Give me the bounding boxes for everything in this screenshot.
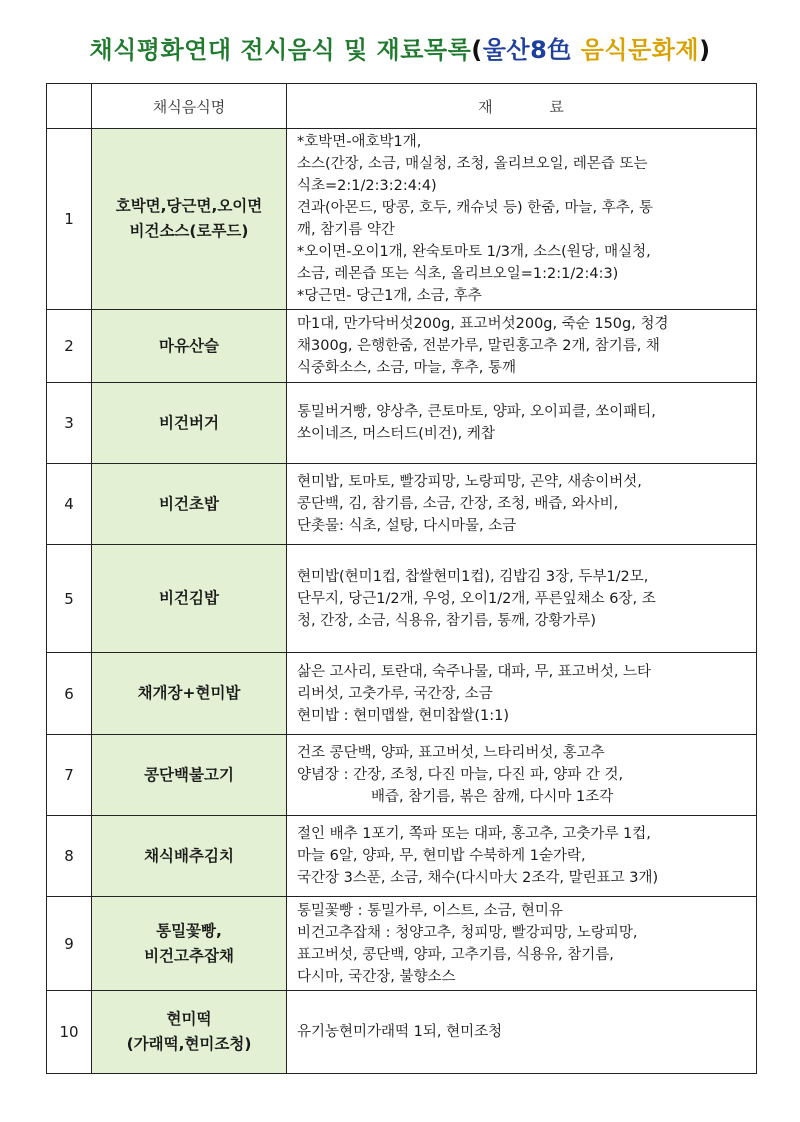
row-number: 8: [47, 816, 92, 897]
dish-name: [92, 464, 287, 545]
material-line: 국간장 3스푼, 소금, 채수(다시마大 2조각, 말린표고 3개): [297, 870, 659, 886]
row-number: 3: [47, 383, 92, 464]
material-line: 채300g, 은행한줌, 전분가루, 말린홍고추 2개, 참기름, 채: [297, 338, 660, 354]
materials-cell: [287, 383, 757, 464]
material-line: 배즙, 참기름, 볶은 참깨, 다시마 1조각: [371, 789, 614, 805]
dish-name-line: 비건소스(로푸드): [129, 222, 249, 240]
table-row: [47, 464, 757, 545]
material-line: 견과(아몬드, 땅콩, 호두, 캐슈넛 등) 한줌, 마늘, 후추, 통: [297, 200, 653, 216]
materials-cell: [287, 129, 757, 310]
row-number: 7: [47, 735, 92, 816]
material-line: 식초=2:1/2:3:2:4:4): [297, 178, 437, 194]
dish-name-line: 비건김밥: [159, 589, 219, 608]
dish-name-line: 콩단백불고기: [144, 765, 234, 784]
material-line: 다시마, 국간장, 불향소스: [297, 968, 456, 985]
material-line: 양념장 : 간장, 조청, 다진 마늘, 다진 파, 양파 간 것,: [297, 767, 624, 783]
material-line: 유기농현미가래떡 1되, 현미조청: [297, 1024, 503, 1040]
material-line: 현미밥 : 현미맵쌀, 현미찹쌀(1:1): [297, 707, 510, 724]
material-line: 마늘 6알, 양파, 무, 현미밥 수북하게 1숟가락,: [297, 848, 586, 864]
title-ulsan: 울산8色: [482, 36, 572, 64]
page-title: [0, 30, 800, 65]
menu-table: [46, 83, 757, 1074]
row-number: 2: [47, 310, 92, 383]
dish-name-line: 비건초밥: [159, 494, 219, 513]
header-number: [47, 84, 92, 129]
material-line: 마1대, 만가닥버섯200g, 표고버섯200g, 죽순 150g, 청경: [297, 316, 669, 332]
materials-cell: [287, 735, 757, 816]
row-number: 1: [47, 129, 92, 310]
table-row: [47, 129, 757, 310]
material-line: 현미밥(현미1컵, 찹쌀현미1컵), 김밥김 3장, 두부1/2모,: [297, 568, 649, 585]
dish-name-line: 호박면,당근면,오이면: [115, 197, 263, 216]
table-row: [47, 545, 757, 653]
dish-name-line: 비건버거: [159, 413, 219, 432]
row-number: 4: [47, 464, 92, 545]
title-open-paren: (: [471, 36, 483, 64]
material-line: 비건고추잡채 : 청양고추, 청피망, 빨강피망, 노랑피망,: [297, 924, 638, 941]
materials-cell: [287, 816, 757, 897]
material-line: 삶은 고사리, 토란대, 숙주나물, 대파, 무, 표고버섯, 느타: [297, 663, 652, 680]
materials-cell: [287, 545, 757, 653]
table-row: [47, 816, 757, 897]
material-line: 소스(간장, 소금, 매실청, 조청, 올리브오일, 레몬즙 또는: [297, 156, 648, 172]
materials-cell: [287, 991, 757, 1074]
dish-name: [92, 653, 287, 735]
table-row: [47, 897, 757, 991]
table-row: [47, 735, 757, 816]
dish-name-line: 비건고추잡채: [144, 946, 234, 965]
material-line: 리버섯, 고춧가루, 국간장, 소금: [297, 685, 493, 702]
dish-name: [92, 991, 287, 1074]
dish-name: [92, 129, 287, 310]
dish-name: [92, 545, 287, 653]
materials-cell: [287, 897, 757, 991]
row-number: 10: [47, 991, 92, 1074]
table-header-row: [47, 84, 757, 129]
dish-name: [92, 816, 287, 897]
material-line: 통밀꽃빵 : 통밀가루, 이스트, 소금, 현미유: [297, 902, 563, 919]
material-line: 쏘이네즈, 머스터드(비건), 케찹: [297, 426, 495, 442]
dish-name-line: (가래떡,현미조청): [126, 1035, 252, 1053]
table-row: [47, 653, 757, 735]
material-line: 현미밥, 토마토, 빨강피망, 노랑피망, 곤약, 새송이버섯,: [297, 474, 642, 490]
title-main: 채식평화연대 전시음식 및 재료목록: [89, 36, 472, 64]
dish-name-line: 채식배추김치: [144, 846, 234, 865]
dish-name: [92, 897, 287, 991]
dish-name: [92, 383, 287, 464]
table-row: [47, 383, 757, 464]
material-line: *당근면- 당근1개, 소금, 후추: [297, 288, 482, 304]
material-line: 깨, 참기름 약간: [297, 222, 395, 238]
row-number: 9: [47, 897, 92, 991]
material-line: 콩단백, 김, 참기름, 소금, 간장, 조청, 배즙, 와사비,: [297, 496, 619, 512]
material-line: 건조 콩단백, 양파, 표고버섯, 느타리버섯, 홍고추: [297, 745, 605, 761]
material-line: 소금, 레몬즙 또는 식초, 올리브오일=1:2:1/2:4:3): [297, 266, 619, 282]
title-festival: 음식문화제: [580, 36, 700, 64]
material-line: 식중화소스, 소금, 마늘, 후추, 통깨: [297, 360, 516, 376]
dish-name: [92, 310, 287, 383]
title-close-paren: ): [699, 36, 711, 64]
row-number: 6: [47, 653, 92, 735]
material-line: 청, 간장, 소금, 식용유, 참기름, 통깨, 강황가루): [297, 612, 597, 629]
dish-name-line: 마유산슬: [159, 336, 219, 355]
materials-cell: [287, 653, 757, 735]
materials-cell: [287, 310, 757, 383]
dish-name: [92, 735, 287, 816]
dish-name-line: 통밀꽃빵,: [156, 921, 222, 940]
material-line: *호박면-애호박1개,: [297, 134, 422, 150]
material-line: 표고버섯, 콩단백, 양파, 고추기름, 식용유, 참기름,: [297, 946, 614, 963]
material-line: *오이면-오이1개, 완숙토마토 1/3개, 소스(원당, 매실청,: [297, 244, 651, 260]
material-line: 단무지, 당근1/2개, 우엉, 오이1/2개, 푸른잎채소 6장, 조: [297, 590, 656, 607]
material-line: 통밀버거빵, 양상추, 큰토마토, 양파, 오이피클, 쏘이패티,: [297, 404, 656, 420]
material-line: 절인 배추 1포기, 쪽파 또는 대파, 홍고추, 고춧가루 1컵,: [297, 826, 651, 842]
material-line: 단촛물: 식초, 설탕, 다시마물, 소금: [297, 518, 517, 534]
dish-name-line: 채개장+현미밥: [137, 684, 241, 703]
table-row: [47, 991, 757, 1074]
materials-cell: [287, 464, 757, 545]
dish-name-line: 현미떡: [166, 1010, 212, 1029]
row-number: 5: [47, 545, 92, 653]
header-name: 채식음식명: [92, 84, 287, 129]
header-materials: 재 료: [287, 84, 757, 129]
table-row: [47, 310, 757, 383]
